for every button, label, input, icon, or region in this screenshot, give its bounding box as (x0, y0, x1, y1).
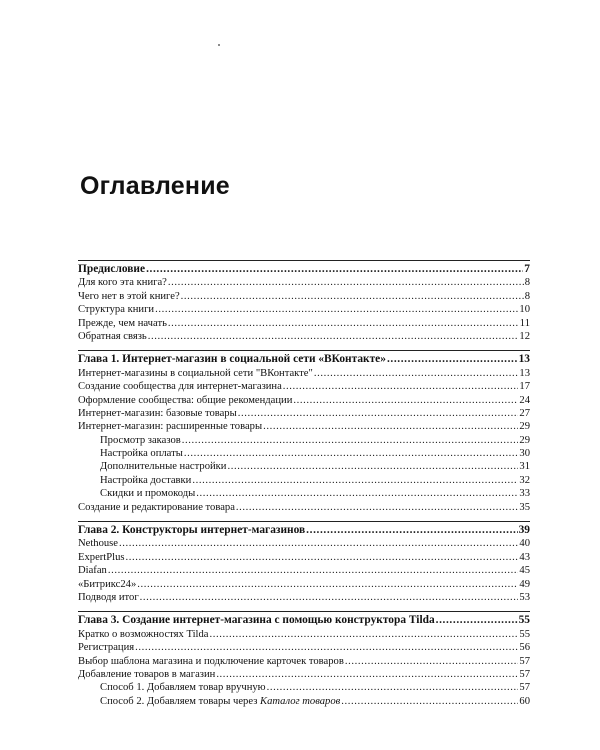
toc-entry-title: «Битрикс24» (78, 578, 137, 590)
dot-leader (283, 380, 519, 393)
dot-leader (168, 317, 519, 330)
toc-chapter-heading (78, 524, 530, 537)
toc-entry-title: Глава 1. Интернет-магазин в социальной сети «ВКонтакте» (78, 353, 386, 366)
toc-entry (78, 460, 530, 473)
dot-leader (436, 614, 518, 627)
toc-entry-title: Чего нет в этой книге? (78, 290, 180, 302)
toc-entry-title: Структура книги (78, 304, 155, 316)
toc-entry (78, 641, 530, 654)
toc-entry-page-number: 8 (524, 290, 530, 302)
dot-leader (135, 641, 518, 654)
toc-entry-page-number: 45 (519, 565, 530, 577)
toc-entry-page-number: 33 (519, 488, 530, 500)
toc-entry (78, 551, 530, 564)
toc-entry-page-number: 57 (519, 668, 530, 680)
dot-leader (181, 290, 524, 303)
page-title: Оглавление (80, 172, 230, 200)
toc-entry (78, 655, 530, 668)
toc-entry (78, 668, 530, 681)
toc-entry-title: Подводя итог (78, 591, 139, 603)
toc-entry-title: Глава 3. Создание интернет-магазина с помощью конструктора Tilda (78, 614, 435, 627)
toc-entry-page-number: 57 (519, 655, 530, 667)
toc-entry-title: Кратко о возможностях Tilda (78, 628, 209, 640)
dot-leader (192, 474, 518, 487)
dot-leader (263, 420, 518, 433)
toc-entry-title: Diafan (78, 565, 107, 577)
toc-entry-page-number: 27 (519, 407, 530, 419)
toc-entry-title: Прежде, чем начать (78, 317, 167, 329)
toc-entry-page-number: 57 (519, 682, 530, 694)
toc-entry (78, 367, 530, 380)
toc-entry-page-number: 12 (519, 330, 530, 342)
toc-entry-page-number: 17 (519, 381, 530, 393)
toc-chapter-heading (78, 353, 530, 366)
toc-entry-page-number: 32 (519, 474, 530, 486)
toc-entry (78, 380, 530, 393)
dot-leader (119, 537, 518, 550)
dot-leader (146, 263, 523, 276)
toc-entry-page-number: 29 (519, 421, 530, 433)
dot-leader (227, 460, 518, 473)
toc-entry (78, 681, 530, 694)
toc-entry (78, 317, 530, 330)
toc-entry (78, 695, 530, 708)
toc-entry-page-number: 39 (518, 524, 530, 537)
toc-entry-page-number: 60 (519, 695, 530, 707)
toc-entry-page-number: 31 (519, 461, 530, 473)
toc-entry-page-number: 49 (519, 578, 530, 590)
toc-entry-page-number: 8 (524, 277, 530, 289)
toc-section (78, 350, 530, 514)
toc-entry-title: Создание и редактирование товара (78, 501, 235, 513)
toc-entry-title: Регистрация (78, 642, 135, 654)
toc-entry-page-number: 53 (519, 591, 530, 603)
toc-entry-title: Интернет-магазин: расширенные товары (78, 421, 263, 433)
toc-entry (78, 447, 530, 460)
toc-chapter-heading (78, 263, 530, 276)
dot-leader (216, 668, 518, 681)
toc-entry-page-number: 56 (519, 642, 530, 654)
toc-entry-title: Оформление сообщества: общие рекомендации (78, 394, 293, 406)
toc-entry-title: Интернет-магазин: базовые товары (78, 407, 237, 419)
dot-leader (184, 447, 519, 460)
toc-entry-page-number: 7 (524, 263, 530, 275)
toc-entry (78, 564, 530, 577)
toc-entry-page-number: 55 (519, 628, 530, 640)
toc-entry (78, 628, 530, 641)
dot-leader (196, 487, 518, 500)
toc-entry (78, 420, 530, 433)
toc-entry-title: Nethouse (78, 538, 119, 550)
dot-leader (341, 695, 518, 708)
toc-entry-title: ExpertPlus (78, 551, 125, 563)
toc-section (78, 260, 530, 343)
dot-leader (148, 330, 519, 343)
toc-entry-page-number: 13 (518, 353, 530, 366)
dot-leader (238, 407, 519, 420)
dot-leader (267, 681, 519, 694)
toc-entry-title: Просмотр заказов (100, 434, 181, 446)
toc-entry-title: Добавление товаров в магазин (78, 668, 216, 680)
dot-leader (168, 276, 524, 289)
dot-leader (140, 591, 519, 604)
dot-leader (126, 551, 519, 564)
toc-entry (78, 407, 530, 420)
toc-entry-title: Создание сообщества для интернет-магазина (78, 381, 282, 393)
toc-entry-title-italic: Каталог товаров (260, 695, 341, 707)
toc-entry-title: Дополнительные настройки (100, 461, 227, 473)
dot-leader (293, 394, 518, 407)
section-divider (78, 611, 530, 612)
dot-leader (108, 564, 519, 577)
toc-entry-title: Способ 2. Добавляем товары через Каталог товаров (100, 695, 341, 707)
toc-entry-title: Способ 1. Добавляем товар вручную (100, 682, 266, 694)
toc-entry-page-number: 11 (519, 317, 530, 329)
dot-leader (209, 628, 518, 641)
dot-leader (387, 353, 518, 366)
toc-entry (78, 487, 530, 500)
toc-entry (78, 578, 530, 591)
toc-entry-title: Скидки и промокоды (100, 488, 196, 500)
toc-entry (78, 290, 530, 303)
toc-entry-page-number: 13 (519, 367, 530, 379)
table-of-contents (78, 260, 530, 715)
toc-entry-title: Для кого эта книга? (78, 277, 167, 289)
dot-leader (155, 303, 518, 316)
toc-entry-page-number: 24 (519, 394, 530, 406)
section-divider (78, 260, 530, 261)
dot-leader (314, 367, 519, 380)
toc-entry (78, 330, 530, 343)
dot-leader (182, 434, 519, 447)
toc-entry-page-number: 10 (519, 304, 530, 316)
toc-entry-title: Обратная связь (78, 330, 147, 342)
dot-leader (345, 655, 519, 668)
dot-leader (137, 578, 518, 591)
scan-speck (218, 44, 220, 46)
toc-entry-page-number: 43 (519, 551, 530, 563)
toc-chapter-heading (78, 614, 530, 627)
toc-entry-title: Настройка оплаты (100, 448, 183, 460)
toc-entry-title: Интернет-магазины в социальной сети "ВКонтакте" (78, 367, 313, 379)
toc-entry (78, 591, 530, 604)
dot-leader (236, 501, 518, 514)
toc-section (78, 611, 530, 708)
toc-entry-page-number: 40 (519, 538, 530, 550)
toc-entry (78, 537, 530, 550)
toc-entry (78, 394, 530, 407)
toc-entry (78, 434, 530, 447)
toc-entry (78, 303, 530, 316)
toc-entry-page-number: 35 (519, 501, 530, 513)
toc-entry-title: Выбор шаблона магазина и подключение карточек товаров (78, 655, 344, 667)
dot-leader (306, 524, 517, 537)
toc-entry-page-number: 55 (518, 614, 530, 627)
toc-entry-page-number: 29 (519, 434, 530, 446)
section-divider (78, 350, 530, 351)
toc-entry-page-number: 30 (519, 448, 530, 460)
toc-entry (78, 474, 530, 487)
toc-entry-title: Предисловие (78, 263, 146, 275)
toc-entry (78, 276, 530, 289)
toc-entry (78, 501, 530, 514)
toc-entry-title: Настройка доставки (100, 474, 192, 486)
toc-entry-title: Глава 2. Конструкторы интернет-магазинов (78, 524, 306, 537)
section-divider (78, 521, 530, 522)
toc-section (78, 521, 530, 604)
